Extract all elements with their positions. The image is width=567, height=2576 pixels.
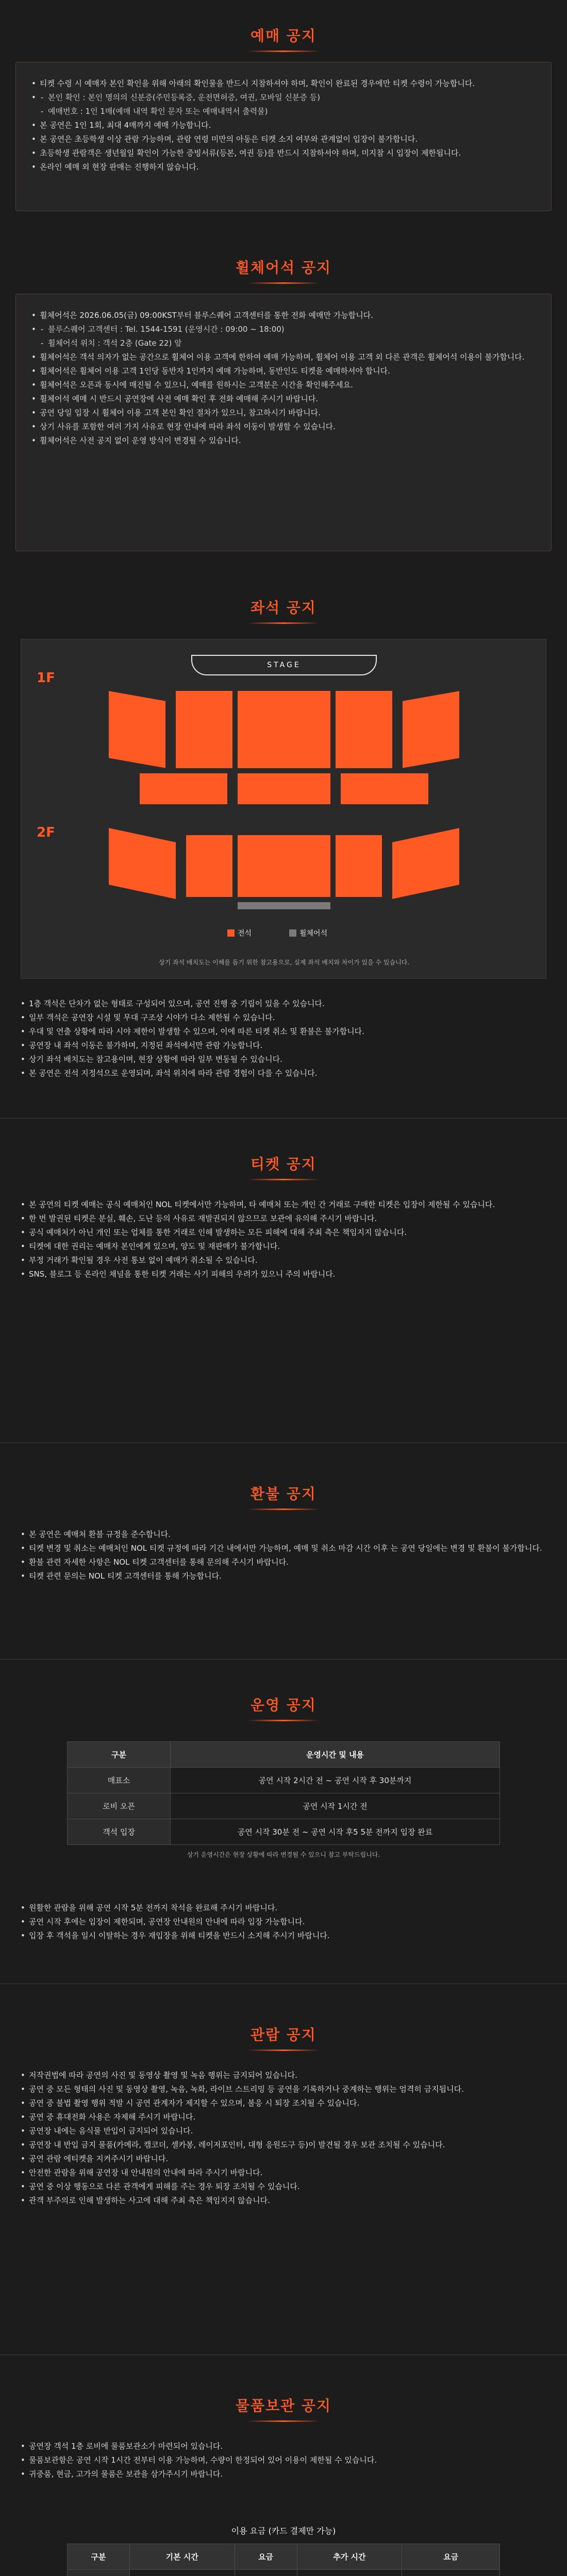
booking-panel [15,62,552,211]
seat-block-1f-rear-center [238,773,330,804]
table-header: 추가 시간 [297,2544,402,2570]
seating-notes [21,997,552,1080]
ticket-item: • 공식 예매처가 아닌 개인 또는 업체를 통한 거래로 인해 발생하는 모든 피해에 대해 주최 측은 책임지지 않습니다. [21,1226,552,1240]
seating-title: 좌석 공지 [0,598,567,624]
operation-notes [21,1901,552,1943]
locker-item: • 물품보관함은 공연 시작 1시간 전부터 이용 가능하며, 수량이 한정되어 있어 이용이 제한될 수 있습니다. [21,2453,552,2467]
booking-sub-item: - • 본인 확인 : 본인 명의의 신분증(주민등록증, 운전면허증, 여권, 모바일 신분증 등) [41,91,536,105]
booking-section [0,26,567,52]
seat-block-2f-right [392,828,459,899]
booking-item: • 티켓 수령 시 예매자 본인 확인을 위해 아래의 확인물을 반드시 지참하셔야 하며, 확인이 완료된 경우에만 티켓 수령이 가능합니다. [31,77,536,91]
viewing-item: • 저작권법에 따라 공연의 사진 및 동영상 촬영 및 녹음 행위는 금지되어 있습니다. [21,2069,552,2082]
table-cell [129,2570,235,2576]
seat-block-2f-a [186,835,232,897]
wheelchair-title: 휠체어석 공지 [0,258,567,284]
seating-section [0,598,567,624]
floor-1-label: 1F [37,670,55,686]
booking-title: 예매 공지 [0,26,567,52]
table-row [68,2570,500,2576]
ticket-item: • SNS, 블로그 등 온라인 채널을 통한 티켓 거래는 사기 피해의 우려가 있으니 주의 바랍니다. [21,1267,552,1281]
table-cell: 공연 시작 2시간 전 ~ 공연 시작 후 30분까지 [171,1768,500,1793]
wheelchair-sub-item: - • 블루스퀘어 고객센터 : Tel. 1544-1591 (운영시간 : 09:00 ~ 18:00) [41,323,536,336]
table-header: 구분 [68,2544,130,2570]
floor-2-label: 2F [37,825,55,840]
wheelchair-item: • 휠체어석은 오픈과 동시에 매진될 수 있으니, 예매를 원하시는 고객분은 시간을 확인해주세요. [31,378,536,392]
table-header: 구분 [68,1742,171,1768]
operation-item: • 공연 시작 후에는 입장이 제한되며, 공연장 안내원의 안내에 따라 입장 가능합니다. [21,1915,552,1929]
operation-item: • 원활한 관람을 위해 공연 시작 5분 전까지 착석을 완료해 주시기 바랍니다. [21,1901,552,1915]
table-cell [68,2570,130,2576]
viewing-item: • 공연 중 휴대전화 사용은 자제해 주시기 바랍니다. [21,2110,552,2124]
locker-table [67,2544,500,2576]
table-row [68,1793,500,1819]
table-header: 요금 [235,2544,297,2570]
seating-item: • 상기 좌석 배치도는 참고용이며, 현장 상황에 따라 일부 변동될 수 있습니다. [21,1053,552,1066]
seat-block-2f-center [238,835,330,897]
refund-item: • 티켓 관련 문의는 NOL 티켓 고객센터를 통해 가능합니다. [21,1569,552,1583]
ticket-item: • 본 공연의 티켓 예매는 공식 예매처인 NOL 티켓에서만 가능하며, 타 예매처 또는 개인 간 거래로 구매한 티켓은 입장이 제한될 수 있습니다. [21,1198,552,1212]
viewing-item: • 공연 관람 에티켓을 지켜주시기 바랍니다. [21,2152,552,2166]
locker-notes [21,2439,552,2481]
table-cell: 객석 입장 [68,1819,171,1845]
seat-block-1f-rear-right [341,773,428,804]
seat-block-1f-left [109,691,165,768]
table-cell [402,2570,500,2576]
booking-item: • 초등학생 관람객은 생년월일 확인이 가능한 증빙서류(등본, 여권 등)를 반드시 지참하셔야 하며, 미지참 시 입장이 제한됩니다. [31,146,536,160]
ticket-section [0,1154,567,1180]
seat-block-2f-left [109,828,176,899]
table-header: 요금 [402,2544,500,2570]
seating-item: • 공연장 내 좌석 이동은 불가하며, 지정된 좌석에서만 관람 가능합니다. [21,1039,552,1053]
operation-title: 운영 공지 [0,1695,567,1721]
locker-table-caption: 이용 요금 (카드 결제만 가능) [231,2526,336,2536]
table-row [68,1768,500,1793]
seat-block-1f-a [176,691,232,768]
locker-item: • 공연장 객석 1층 로비에 물품보관소가 마련되어 있습니다. [21,2439,552,2453]
wheelchair-section [0,258,567,284]
seat-block-2f-b [336,835,382,897]
seating-item: • 본 공연은 전석 지정석으로 운영되며, 좌석 위치에 따라 관람 경험이 다를 수 있습니다. [21,1066,552,1080]
viewing-item: • 공연장 내에는 음식물 반입이 금지되어 있습니다. [21,2124,552,2138]
wheelchair-item: • 휠체어석 예매 시 반드시 공연장에 사전 예매 확인 후 전화 예매해 주시기 바랍니다. [31,392,536,406]
table-cell [235,2570,297,2576]
wheelchair-panel [15,294,552,551]
refund-item: • 환불 관련 자세한 사항은 NOL 티켓 고객센터를 통해 문의해 주시기 바랍니다. [21,1555,552,1569]
wheelchair-sub-item: - 휠체어석 위치 : 객석 2층 (Gate 22) 앞 [41,336,536,350]
table-cell: 공연 시작 30분 전 ~ 공연 시작 후5 5분 전까지 입장 완료 [171,1819,500,1845]
seat-block-1f-b [336,691,392,768]
seating-item: • 일부 객석은 공연장 시설 및 무대 구조상 시야가 다소 제한될 수 있습니다. [21,1011,552,1025]
locker-section [0,2396,567,2422]
viewing-title: 관람 공지 [0,2025,567,2051]
viewing-item: • 공연 중 모든 형태의 사진 및 동영상 촬영, 녹음, 녹화, 라이브 스트리밍 등 공연을 기록하거나 중계하는 행위는 엄격히 금지됩니다. [21,2082,552,2096]
viewing-item: • 안전한 관람을 위해 공연장 내 안내원의 안내에 따라 주시기 바랍니다. [21,2166,552,2180]
viewing-item: • 공연 중 이상 행동으로 다른 관객에게 피해를 주는 경우 퇴장 조치될 수 있습니다. [21,2180,552,2194]
locker-table-wrap [67,2524,500,2576]
table-cell: 로비 오픈 [68,1793,171,1819]
table-cell: 공연 시작 1시간 전 [171,1793,500,1819]
wheelchair-item: • 휠체어석은 2026.06.05(금) 09:00KST부터 블루스퀘어 고객센터를 통한 전화 예매만 가능합니다. [31,309,536,323]
refund-notes [21,1528,552,1583]
table-header: 운영시간 및 내용 [171,1742,500,1768]
viewing-item: • 관객 부주의로 인해 발생하는 사고에 대해 주최 측은 책임지지 않습니다. [21,2194,552,2208]
table-header: 기본 시간 [129,2544,235,2570]
refund-title: 환불 공지 [0,1484,567,1510]
viewing-section [0,2025,567,2051]
legend-all-seats: 전석 [227,928,252,938]
ticket-item: • 티켓에 대한 권리는 예매자 본인에게 있으며, 양도 및 재판매가 불가합니다. [21,1240,552,1253]
wheelchair-item: • 공연 당일 입장 시 휠체어 이용 고객 본인 확인 절차가 있으니, 참고하시기 바랍니다. [31,406,536,420]
ticket-notes [21,1198,552,1281]
seating-item: • 1층 객석은 단차가 없는 형태로 구성되어 있으며, 공연 진행 중 기립이 있을 수 있습니다. [21,997,552,1011]
wheelchair-item: • 휠체어석은 객석 의자가 없는 공간으로 휠체어 이용 고객에 한하여 예매 가능하며, 휠체어 이용 고객 외 다른 관객은 휠체어석 이용이 불가합니다. [31,350,536,364]
seat-map [21,639,546,979]
locker-item: • 귀중품, 현금, 고가의 물품은 보관을 삼가주시기 바랍니다. [21,2467,552,2481]
viewing-item: • 공연장 내 반입 금지 물품(카메라, 캠코더, 셀카봉, 레이저포인터, 대형 응원도구 등)이 발견될 경우 보관 조치될 수 있습니다. [21,2138,552,2152]
operation-table-wrap [67,1741,500,1859]
refund-item: • 본 공연은 예매처 환불 규정을 준수합니다. [21,1528,552,1541]
wheelchair-item: • 휠체어석은 휠체어 이용 고객 1인당 동반자 1인까지 예매 가능하며, 동반인도 티켓을 예매하셔야 합니다. [31,364,536,378]
locker-title: 물품보관 공지 [0,2396,567,2422]
operation-table-note: 상기 운영시간은 현장 상황에 따라 변경될 수 있으니 참고 부탁드립니다. [187,1851,380,1858]
stage: STAGE [191,655,377,675]
operation-item: • 입장 후 객석을 일시 이탈하는 경우 재입장을 위해 티켓을 반드시 소지해 주시기 바랍니다. [21,1929,552,1943]
ticket-title: 티켓 공지 [0,1154,567,1180]
ticket-item: • 부정 거래가 확인될 경우 사전 통보 없이 예매가 취소될 수 있습니다. [21,1253,552,1267]
divider [0,2354,567,2355]
operation-table [67,1741,500,1845]
table-cell [297,2570,402,2576]
refund-item: • 티켓 변경 및 취소는 예매처인 NOL 티켓 규정에 따라 기간 내에서만 가능하며, 예매 및 취소 마감 시간 이후 는 공연 당일에는 변경 및 환불이 불가합니다. [21,1541,552,1555]
booking-sub-item: - 예매번호 : 1인 1매(예매 내역 확인 문자 또는 예매내역서 출력물) [41,105,536,118]
refund-section [0,1484,567,1510]
seat-block-1f-rear-left [140,773,227,804]
seat-map-caption: 상기 좌석 배치도는 이해를 돕기 위한 참고용으로, 실제 좌석 배치와 차이가 있을 수 있습니다. [158,959,410,966]
booking-item: • 온라인 예매 외 현장 판매는 진행하지 않습니다. [31,160,536,174]
seat-block-1f-right [403,691,459,768]
table-row [68,1819,500,1845]
viewing-item: • 공연 중 불법 촬영 행위 적발 시 공연 관계자가 제지할 수 있으며, 불응 시 퇴장 조치될 수 있습니다. [21,2096,552,2110]
wheelchair-area [238,902,330,909]
wheelchair-item: • 휠체어석은 사전 공지 없이 운영 방식이 변경될 수 있습니다. [31,434,536,448]
table-cell: 매표소 [68,1768,171,1793]
seating-item: • 우대 및 연출 상황에 따라 시야 제한이 발생할 수 있으며, 이에 따른 티켓 취소 및 환불은 불가합니다. [21,1025,552,1039]
wheelchair-item: • 상기 사유를 포함한 여러 가지 사유로 현장 안내에 따라 좌석 이동이 발생할 수 있습니다. [31,420,536,434]
seat-block-1f-center [238,691,330,768]
operation-section [0,1695,567,1721]
booking-item: • 본 공연은 초등학생 이상 관람 가능하며, 관람 연령 미만의 아동은 티켓 소지 여부와 관계없이 입장이 불가합니다. [31,132,536,146]
legend-wheelchair: 휠체어석 [289,928,327,938]
ticket-item: • 한 번 발권된 티켓은 분실, 훼손, 도난 등의 사유로 재발권되지 않으므로 보관에 유의해 주시기 바랍니다. [21,1212,552,1226]
booking-item: • 본 공연은 1인 1회, 최대 4매까지 예매 가능합니다. [31,118,536,132]
viewing-notes [21,2069,552,2208]
